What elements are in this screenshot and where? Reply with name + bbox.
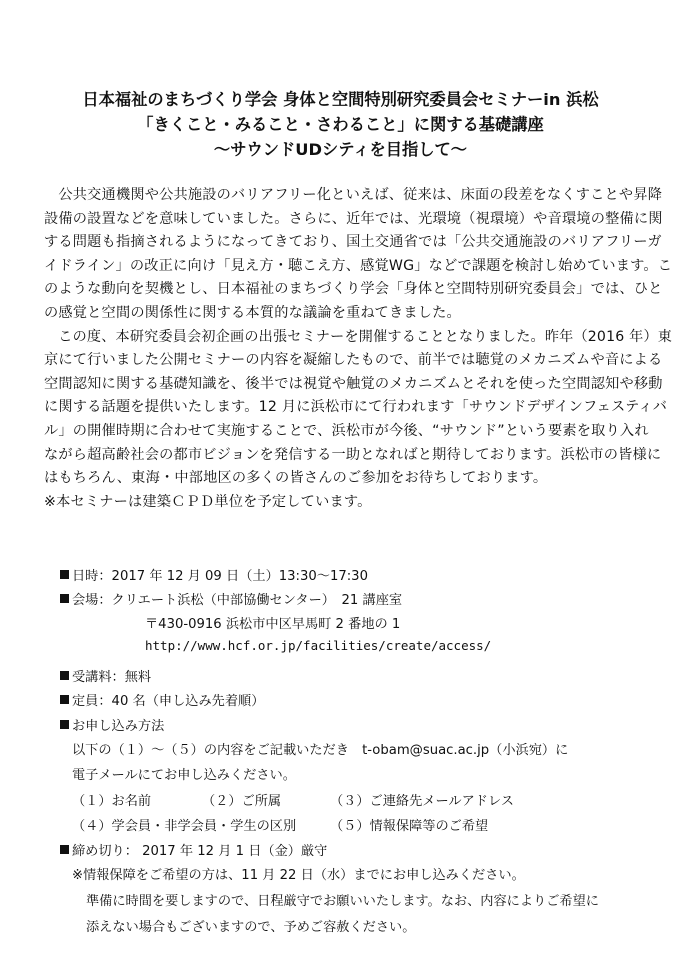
apply-item-affiliation: （２）ご所属 — [202, 794, 282, 809]
bullet-square-icon — [60, 845, 69, 854]
intro-line: 設備の設置などを意味していました。さらに、近年では、光環境（視環境）や音環境の整備に関 — [44, 210, 663, 227]
datetime-row — [60, 565, 368, 584]
intro-line: ながら超高齢社会の都市ビジョンを発信する一助となればと期待しております。浜松市の皆様に — [44, 446, 662, 463]
apply-heading-row — [60, 715, 164, 734]
title-line-1: 日本福祉のまちづくり学会 身体と空間特別研究委員会セミナーin 浜松 — [82, 90, 599, 109]
capacity-text: 定員：40 名（申し込み先着順） — [72, 694, 265, 709]
apply-heading: お申し込み方法 — [72, 719, 165, 734]
intro-line: のような動向を契機とし、日本福祉のまちづくり学会「身体と空間特別研究委員会」では、ひと — [44, 281, 663, 298]
intro-line: この度、本研究委員会初企画の出張セミナーを開催することとなりました。昨年（2016 年）東 — [44, 328, 673, 345]
intro-line: に関する話題を提供いたします。12 月に浜松市にて行われます「サウンドデザインフェスティバ — [44, 399, 668, 416]
intro-line: の感覚と空間の関係性に関する本質的な議論を重ねてきました。 — [44, 305, 461, 321]
title-line-3: ～サウンドUDシティを目指して～ — [213, 140, 468, 159]
intro-line: はもちろん、東海・中部地区の多くの皆さんのご参加をお待ちしております。 — [44, 470, 548, 487]
bullet-square-icon — [60, 671, 69, 680]
note-line-3: 添えない場合もございますので、予めご容赦ください。 — [86, 920, 416, 935]
apply-item-accessibility: （５）情報保障等のご希望 — [330, 819, 489, 834]
fee-row — [60, 666, 151, 685]
access-url-link[interactable]: http://www.hcf.or.jp/facilities/create/access/ — [145, 638, 492, 653]
datetime-text: 日時：2017 年 12 月 09 日（土）13:30～17:30 — [72, 569, 368, 584]
intro-line: 公共交通機関や公共施設のバリアフリー化といえば、従来は、床面の段差をなくすことや昇降 — [44, 187, 663, 203]
intro-line: ル」の開催時期に合わせて実施することで、浜松市が今後、“サウンド”という要素を取り入れ — [44, 423, 649, 439]
capacity-row — [60, 690, 264, 709]
apply-item-name: （１）お名前 — [72, 794, 152, 809]
deadline-text: 締め切り： 2017 年 12 月 1 日（金）厳守 — [72, 844, 328, 859]
venue-text: 会場：クリエート浜松（中部協働センター） 21 講座室 — [72, 593, 403, 608]
deadline-row — [60, 840, 327, 859]
note-line-2: 準備に時間を要しますので、日程厳守でお願いいたします。なお、内容によりご希望に — [86, 894, 599, 909]
intro-line: 京にて行いました公開セミナーの内容を凝縮したもので、前半では聴覚のメカニズムや音による — [44, 352, 663, 369]
venue-row — [60, 589, 402, 608]
bullet-square-icon — [60, 594, 69, 603]
bullet-square-icon — [60, 695, 69, 704]
apply-instruction-2: 電子メールにてお申し込みください。 — [72, 768, 296, 783]
address-text: 〒430-0916 浜松市中区早馬町 2 番地の 1 — [145, 617, 401, 632]
intro-line: 空間認知に関する基礎知識を、後半では視覚や触覚のメカニズムとそれを使った空間認知や移動 — [44, 375, 663, 392]
fee-text: 受講料：無料 — [72, 670, 152, 685]
title-line-2: 「きくこと・みること・さわること」に関する基礎講座 — [137, 115, 544, 134]
note-line-1: ※情報保障をご希望の方は、11 月 22 日（水）までにお申し込みください。 — [72, 868, 525, 883]
intro-line: イドライン」の改正に向け「見え方・聴こえ方、感覚WG」などで課題を検討し始めています。こ — [44, 257, 673, 274]
apply-item-email: （３）ご連絡先メールアドレス — [330, 794, 514, 809]
bullet-square-icon — [60, 570, 69, 579]
intro-line: する問題も指摘されるようになってきており、国土交通省では「公共交通施設のバリアフリーガ — [44, 234, 662, 251]
intro-line: ※本セミナーは建築ＣＰＤ単位を予定しています。 — [44, 493, 372, 510]
apply-item-member-status: （４）学会員・非学会員・学生の区別 — [72, 819, 297, 834]
apply-instruction-1: 以下の（１）～（５）の内容をご記載いただき t-obam@suac.ac.jp（小浜宛）に — [72, 743, 569, 758]
bullet-square-icon — [60, 720, 69, 729]
